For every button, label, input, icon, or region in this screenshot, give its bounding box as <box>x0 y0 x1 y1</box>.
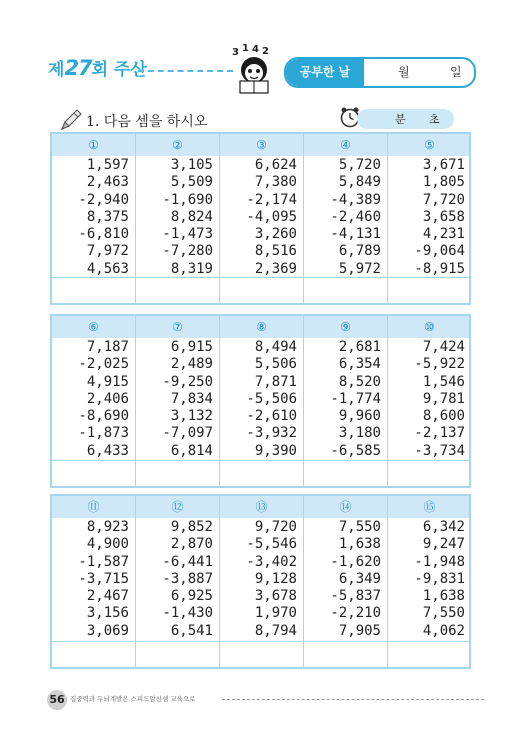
problem-label: ⑧ <box>256 320 267 334</box>
number-cell: 3,105 <box>170 157 213 173</box>
problem-label: ⑮ <box>423 500 436 514</box>
number-cell: 8,923 <box>86 519 129 535</box>
number-cell: 6,354 <box>338 356 381 373</box>
number-cell: -6,810 <box>78 226 129 243</box>
number-cell: -1,774 <box>330 390 381 407</box>
number-cell: 8,520 <box>338 373 381 390</box>
number-cell: -4,131 <box>330 226 381 243</box>
number-cell: 3,132 <box>170 408 213 425</box>
number-cell: 9,960 <box>338 408 381 425</box>
problem-label: ⑨ <box>340 320 351 334</box>
problem-label: ① <box>88 138 99 152</box>
number-cell: 8,319 <box>170 260 213 277</box>
number-cell: 7,834 <box>170 390 213 407</box>
number-cell: -2,137 <box>414 425 465 442</box>
problem-7 <box>136 316 219 459</box>
number-cell: 8,494 <box>254 339 297 355</box>
number-cell: 7,550 <box>422 605 465 622</box>
number-cell: -6,441 <box>162 553 213 570</box>
number-cell: -1,430 <box>162 605 213 622</box>
number-cell: -7,280 <box>162 243 213 260</box>
number-cell: 2,489 <box>170 356 213 373</box>
number-cell: 6,433 <box>86 442 129 459</box>
problem-label: ⑬ <box>255 500 268 514</box>
number-cell: -2,610 <box>246 408 297 425</box>
day-label: 일 <box>450 65 462 79</box>
answer-row <box>52 641 469 667</box>
number-cell: 8,516 <box>254 243 297 260</box>
number-cell: 2,463 <box>86 174 129 191</box>
number-cell: 6,349 <box>338 570 381 587</box>
number-cell: -2,025 <box>78 356 129 373</box>
number-cell: 7,187 <box>86 339 129 355</box>
answer-row <box>52 460 469 486</box>
problem-1 <box>52 134 135 277</box>
problem-numbers <box>220 338 297 460</box>
number-cell: -3,402 <box>246 553 297 570</box>
problem-numbers <box>388 338 465 460</box>
number-cell: 2,369 <box>254 260 297 277</box>
problem-5 <box>388 134 471 277</box>
problem-label: ⑩ <box>424 320 435 334</box>
number-cell: 6,624 <box>254 157 297 173</box>
number-cell: 8,600 <box>422 408 465 425</box>
number-cell: 3,180 <box>338 425 381 442</box>
number-cell: 3,671 <box>422 157 465 173</box>
number-cell: 6,925 <box>170 588 213 605</box>
problem-numbers <box>304 338 381 460</box>
number-cell: 3,156 <box>86 605 129 622</box>
title-number: 27 <box>64 56 92 80</box>
problem-8 <box>220 316 303 459</box>
problem-label: ③ <box>256 138 267 152</box>
number-cell: 5,506 <box>254 356 297 373</box>
number-cell: -5,922 <box>414 356 465 373</box>
number-cell: -3,932 <box>246 425 297 442</box>
number-cell: -1,690 <box>162 191 213 208</box>
problem-table-1 <box>50 132 471 305</box>
study-date-box <box>284 57 476 88</box>
number-cell: 1,546 <box>422 373 465 390</box>
svg-text:2: 2 <box>262 46 269 57</box>
page-header <box>0 0 520 100</box>
problem-4 <box>304 134 387 277</box>
problem-15 <box>388 496 471 639</box>
number-cell: 8,824 <box>170 208 213 225</box>
number-cell: 9,852 <box>170 519 213 535</box>
number-cell: -1,873 <box>78 425 129 442</box>
number-cell: 8,794 <box>254 622 297 639</box>
problem-table-3 <box>50 494 471 669</box>
number-cell: -4,389 <box>330 191 381 208</box>
number-cell: -8,690 <box>78 408 129 425</box>
number-cell: 5,849 <box>338 174 381 191</box>
problem-9 <box>304 316 387 459</box>
number-cell: -3,734 <box>414 442 465 459</box>
number-cell: 7,424 <box>422 339 465 355</box>
number-cell: -5,546 <box>246 536 297 553</box>
number-cell: 7,720 <box>422 191 465 208</box>
number-cell: -3,715 <box>78 570 129 587</box>
number-cell: 2,406 <box>86 390 129 407</box>
problem-11 <box>52 496 135 639</box>
problem-numbers <box>388 156 465 278</box>
number-cell: 5,509 <box>170 174 213 191</box>
svg-text:1: 1 <box>242 43 249 54</box>
problem-numbers <box>388 518 465 640</box>
study-day-label: 공부한 날 <box>286 59 364 86</box>
problem-label: ⑭ <box>339 500 352 514</box>
number-cell: 3,260 <box>254 226 297 243</box>
problem-2 <box>136 134 219 277</box>
number-cell: -5,837 <box>330 588 381 605</box>
problem-label: ⑪ <box>87 500 100 514</box>
number-cell: 6,915 <box>170 339 213 355</box>
number-cell: 1,597 <box>86 157 129 173</box>
number-cell: 8,375 <box>86 208 129 225</box>
number-cell: 3,069 <box>86 622 129 639</box>
number-cell: 5,972 <box>338 260 381 277</box>
problem-label: ② <box>172 138 183 152</box>
svg-text:3: 3 <box>232 47 239 58</box>
problem-12 <box>136 496 219 639</box>
number-cell: 7,550 <box>338 519 381 535</box>
problem-6 <box>52 316 135 459</box>
number-cell: 3,678 <box>254 588 297 605</box>
answer-row <box>52 277 469 303</box>
number-cell: 1,805 <box>422 174 465 191</box>
page-title <box>48 55 147 80</box>
number-cell: 4,563 <box>86 260 129 277</box>
time-box <box>357 109 454 129</box>
title-suffix: 회 주산 <box>91 60 147 80</box>
title-prefix: 제 <box>48 60 65 80</box>
problem-numbers <box>136 156 213 278</box>
number-cell: -7,097 <box>162 425 213 442</box>
number-cell: -8,915 <box>414 260 465 277</box>
number-cell: 7,380 <box>254 174 297 191</box>
number-cell: 6,814 <box>170 442 213 459</box>
problem-table-2 <box>50 314 471 488</box>
number-cell: 2,870 <box>170 536 213 553</box>
number-cell: -1,587 <box>78 553 129 570</box>
number-cell: -1,620 <box>330 553 381 570</box>
number-cell: 2,681 <box>338 339 381 355</box>
problem-13 <box>220 496 303 639</box>
number-cell: 9,128 <box>254 570 297 587</box>
title-dotted-line <box>138 70 233 72</box>
number-cell: -1,948 <box>414 553 465 570</box>
minute-label: 분 <box>395 113 406 126</box>
page-number: 56 <box>47 690 67 710</box>
number-cell: 6,342 <box>422 519 465 535</box>
number-cell: 4,915 <box>86 373 129 390</box>
number-cell: 9,390 <box>254 442 297 459</box>
number-cell: -9,064 <box>414 243 465 260</box>
number-cell: 6,789 <box>338 243 381 260</box>
number-cell: -2,210 <box>330 605 381 622</box>
number-cell: 7,871 <box>254 373 297 390</box>
problem-numbers <box>136 518 213 640</box>
problem-14 <box>304 496 387 639</box>
number-cell: 7,972 <box>86 243 129 260</box>
number-cell: 2,467 <box>86 588 129 605</box>
number-cell: 4,062 <box>422 622 465 639</box>
number-cell: 7,905 <box>338 622 381 639</box>
number-cell: -2,460 <box>330 208 381 225</box>
number-cell: 4,900 <box>86 536 129 553</box>
number-cell: -3,887 <box>162 570 213 587</box>
problem-numbers <box>304 156 381 278</box>
problem-numbers <box>136 338 213 460</box>
pencil-icon <box>58 107 84 133</box>
problem-label: ④ <box>340 138 351 152</box>
footer-dashed-line <box>222 699 484 700</box>
number-cell: 9,720 <box>254 519 297 535</box>
number-cell: 9,781 <box>422 390 465 407</box>
number-cell: -9,250 <box>162 373 213 390</box>
footer-text: 집중력과 두뇌계발은 스피드암산셈 교육으로 <box>70 695 196 703</box>
problem-numbers <box>220 156 297 278</box>
problem-numbers <box>220 518 297 640</box>
number-cell: 3,658 <box>422 208 465 225</box>
problem-label: ⑥ <box>88 320 99 334</box>
problem-numbers <box>52 338 129 460</box>
number-cell: -1,473 <box>162 226 213 243</box>
problem-3 <box>220 134 303 277</box>
number-cell: -5,506 <box>246 390 297 407</box>
number-cell: -9,831 <box>414 570 465 587</box>
problem-label: ⑫ <box>171 500 184 514</box>
problem-label: ⑤ <box>424 138 435 152</box>
instruction-text: 1. 다음 셈을 하시오 <box>86 114 208 130</box>
number-cell: -4,095 <box>246 208 297 225</box>
problem-10 <box>388 316 471 459</box>
number-cell: 1,638 <box>422 588 465 605</box>
problem-numbers <box>52 518 129 640</box>
number-cell: -2,940 <box>78 191 129 208</box>
problem-label: ⑦ <box>172 320 183 334</box>
number-cell: 6,541 <box>170 622 213 639</box>
number-cell: 1,638 <box>338 536 381 553</box>
number-cell: 1,970 <box>254 605 297 622</box>
problem-numbers <box>52 156 129 278</box>
svg-text:4: 4 <box>252 44 259 55</box>
month-label: 월 <box>398 65 410 79</box>
number-cell: 4,231 <box>422 226 465 243</box>
number-cell: 5,720 <box>338 157 381 173</box>
number-cell: -6,585 <box>330 442 381 459</box>
number-cell: 9,247 <box>422 536 465 553</box>
problem-numbers <box>304 518 381 640</box>
mascot-icon <box>226 43 282 95</box>
second-label: 초 <box>429 113 440 126</box>
number-cell: -2,174 <box>246 191 297 208</box>
